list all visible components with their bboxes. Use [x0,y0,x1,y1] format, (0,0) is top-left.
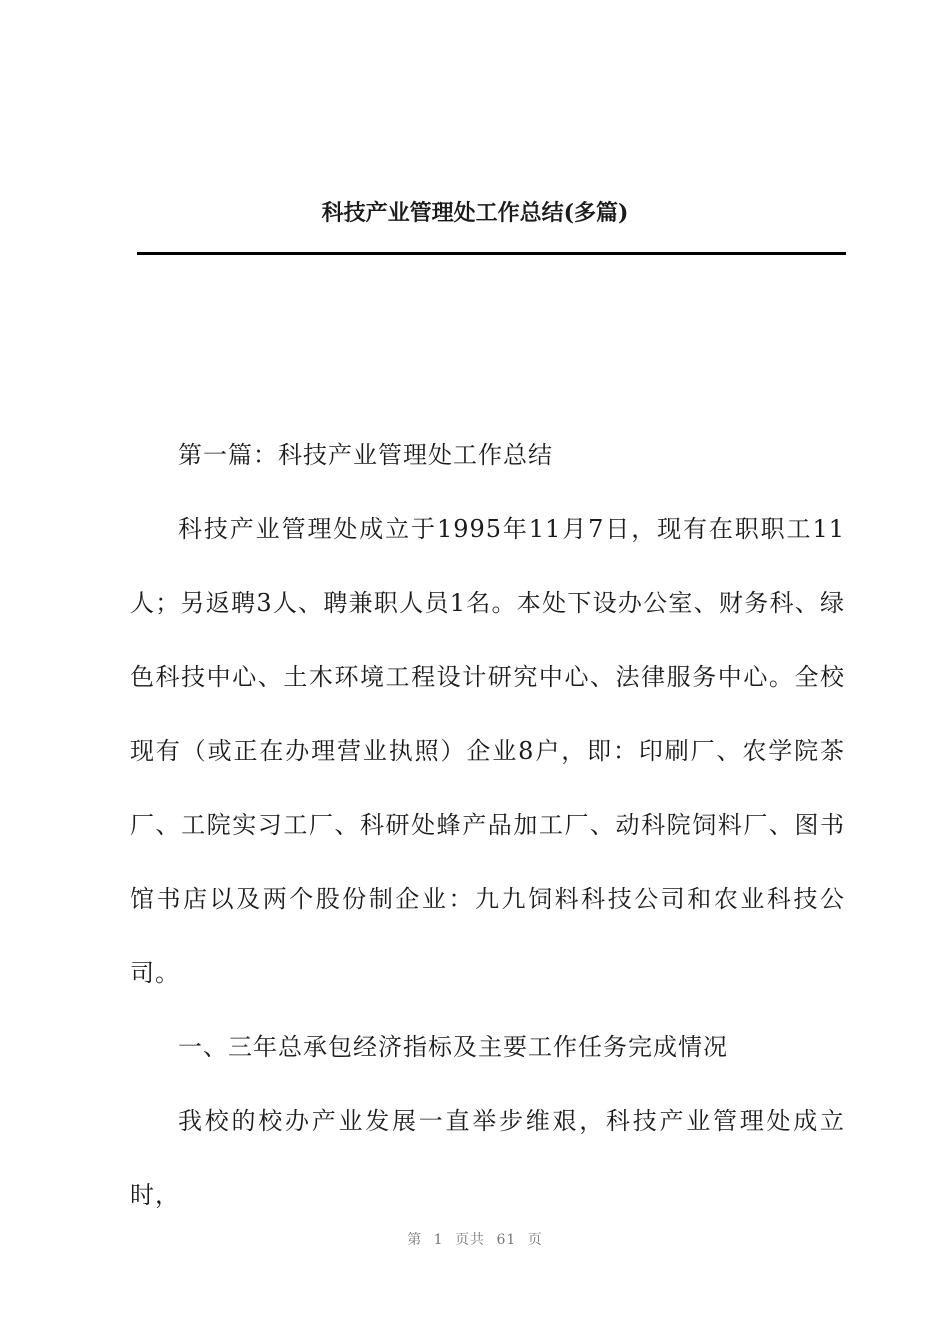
title-underline [137,252,846,255]
body-paragraph: 我校的校办产业发展一直举步维艰，科技产业管理处成立时， [130,1107,845,1209]
section-heading: 第一篇：科技产业管理处工作总结 [178,441,553,469]
body-paragraph: 科技产业管理处成立于1995年11月7日，现有在职职工11人；另返聘3人、聘兼职人员1名。本处下设办公室、财务科、绿色科技中心、土木环境工程设计研究中心、法律服务中心。全校现有（或正在办理营业执照）企业8户，即：印刷厂、农学院茶厂、工院实习工厂、科研处蜂产品加工厂、动科院饲料厂、图书馆书店以及两个股份制企业：九九饲料科技公司和农业科技公司。 [130,515,845,987]
subsection-heading: 一、三年总承包经济指标及主要工作任务完成情况 [178,1033,728,1061]
page-number-footer: 第 1 页共 61 页 [407,1232,543,1248]
document-body [130,418,845,1232]
document-title: 科技产业管理处工作总结(多篇) [321,200,629,226]
